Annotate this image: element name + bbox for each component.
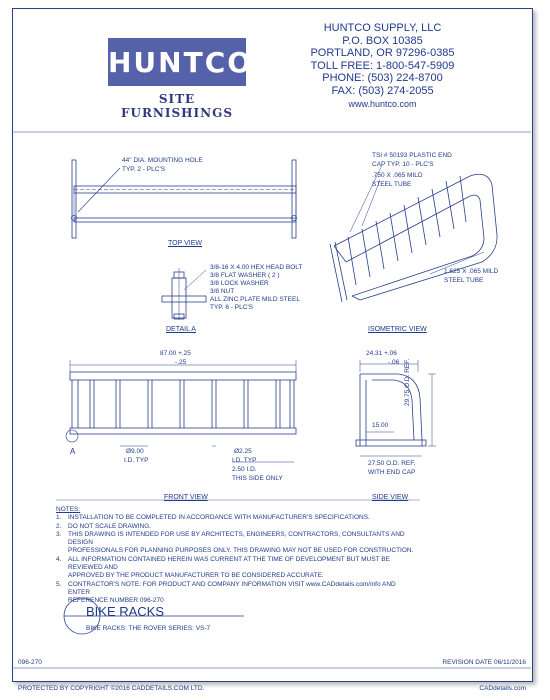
detail-a-line1: 3/8-16 X 4.00 HEX HEAD BOLT [210, 264, 303, 271]
iso-callout5: 1.625 X .065 MILD [444, 268, 499, 275]
side-dim-height: 29.75 O.D. REF. [404, 358, 411, 406]
detail-a-line4: 3/8 NUT [210, 288, 235, 295]
front-detail-ref: A [70, 447, 76, 456]
iso-callout4: STEEL TUBE [372, 181, 412, 188]
caddetails-link[interactable]: CADdetails.com [479, 685, 526, 692]
side-view-caption: SIDE VIEW [372, 494, 409, 501]
note-line: 2. DO NOT SCALE DRAWING. [56, 522, 152, 530]
detail-a-drawing [162, 268, 206, 320]
iso-callout6: STEEL TUBE [444, 277, 484, 284]
front-dim-tube-note: I.D. TYP [232, 457, 257, 464]
detail-a-caption: DETAIL A [166, 326, 196, 333]
drawing-title: BIKE RACKS [86, 604, 165, 619]
company-web: www.huntco.com [348, 98, 417, 109]
company-phone: PHONE: (503) 224-8700 [322, 72, 443, 85]
note-line: APPROVED BY THE PRODUCT MANUFACTURER TO BE CONSIDERED ACCURATE. [68, 572, 324, 580]
front-dim-end-note: THIS SIDE ONLY [232, 475, 283, 482]
revision-date: REVISION DATE 06/11/2016 [442, 659, 526, 666]
front-dim-length: 87.00 +.25 [160, 350, 191, 357]
front-view-caption: FRONT VIEW [164, 494, 208, 501]
front-dim-tube: Ø2.25 [234, 448, 252, 455]
side-dim-width: 24.31 +.06 [366, 350, 397, 357]
company-name: HUNTCO SUPPLY, LLC [323, 22, 442, 34]
drawing-subtitle: BIKE RACKS: THE ROVER SERIES: VS-7 [86, 625, 211, 632]
iso-callout2: CAP TYP. 10 - PLC'S [372, 161, 434, 168]
iso-callout1: TSI # 50193 PLASTIC END [372, 152, 452, 159]
front-dim-spacing-note: I.D. TYP [124, 457, 149, 464]
company-fax: FAX: (503) 274-2055 [331, 84, 434, 97]
front-dim-spacing: Ø9.00 [126, 448, 144, 455]
top-view-caption: TOP VIEW [168, 240, 202, 247]
iso-callout3: .750 X .065 MILD [372, 172, 423, 179]
side-dim-tol: -.06 [388, 359, 400, 366]
notes-block [56, 506, 416, 606]
copyright: PROTECTED BY COPYRIGHT ©2016 CADDETAILS.COM LTD. [18, 685, 205, 692]
top-view-drawing [72, 160, 297, 238]
note-line: 3. THIS DRAWING IS INTENDED FOR USE BY ARCHITECTS, ENGINEERS, CONTRACTORS, CONSULTANTS AND DESIGN [56, 530, 405, 547]
logo-tagline: SITE FURNISHINGS [120, 92, 234, 120]
top-view-callout1: 44" DIA. MOUNTING HOLE [122, 157, 203, 164]
notes-heading: NOTES: [56, 506, 81, 513]
detail-a-line2: 3/8 FLAT WASHER ( 2 ) [210, 272, 280, 279]
reference-number: 096-270 [18, 659, 42, 666]
front-dim-end: 2.50 I.D. [232, 466, 257, 473]
company-address2: PORTLAND, OR 97296-0385 [310, 47, 455, 60]
company-tollfree: TOLL FREE: 1-800-547-5909 [310, 59, 455, 72]
iso-caption: ISOMETRIC VIEW [368, 326, 427, 333]
note-line: REFERENCE NUMBER 096-270 [68, 597, 164, 605]
company-address1: P.O. BOX 10385 [342, 34, 423, 47]
front-dim-tol: -.25 [175, 359, 187, 366]
note-line: 4. ALL INFORMATION CONTAINED HEREIN WAS CURRENT AT THE TIME OF DEVELOPMENT BUT MUST BE REVIEWED AND [56, 555, 390, 572]
side-dim-base-note: WITH END CAP [368, 469, 416, 476]
side-dim-inner: 15.00 [372, 422, 389, 429]
note-line: PROFESSIONALS FOR PLANNING PURPOSES ONLY. THIS DRAWING MAY NOT BE USED FOR CONSTRUCTION. [68, 547, 414, 555]
detail-a-line3: 3/8 LOCK WASHER [210, 280, 269, 287]
detail-a-line6: TYP. 6 - PLC'S [210, 304, 254, 311]
note-line: 5. CONTRACTOR'S NOTE: FOR PRODUCT AND COMPANY INFORMATION VISIT www.CADdetails.com/info AND ENTER [56, 580, 396, 596]
logo-name: HUNTCO [108, 46, 254, 79]
detail-a-line5: ALL ZINC PLATE MILD STEEL [210, 296, 300, 303]
top-view-callout2: TYP. 2 - PLC'S [122, 166, 166, 173]
side-view-drawing [356, 360, 436, 456]
note-line: 1. INSTALLATION TO BE COMPLETED IN ACCORDANCE WITH MANUFACTURER'S SPECIFICATIONS. [56, 514, 370, 522]
front-view-drawing [66, 360, 296, 462]
side-dim-base: 27.50 O.D. REF. [368, 460, 416, 467]
